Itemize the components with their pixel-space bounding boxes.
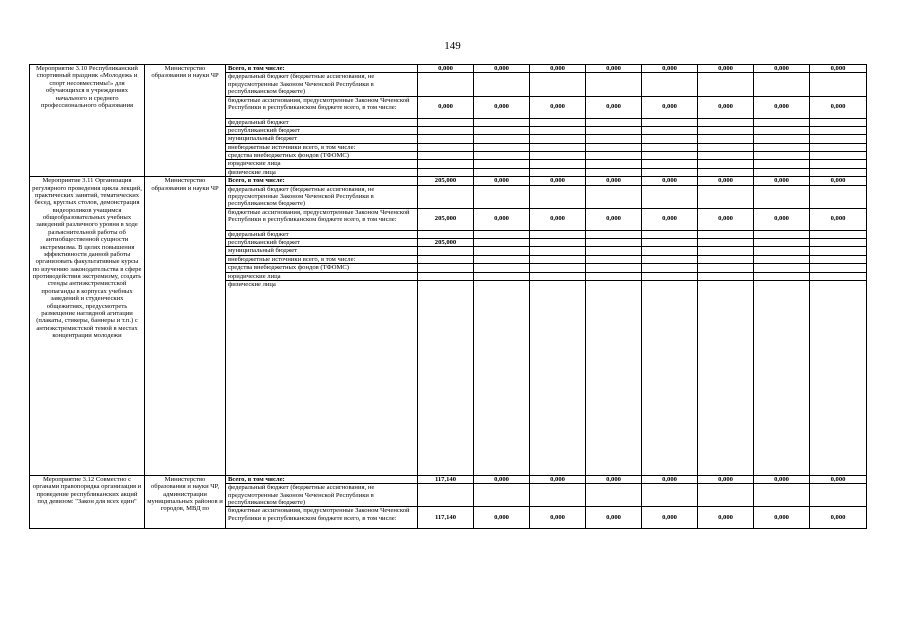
amount-cell: 0,000 <box>698 475 754 483</box>
amount-cell <box>698 160 754 168</box>
amount-cell <box>418 118 474 126</box>
funding-source-cell: бюджетные ассигнования, предусмотренные Законом Чеченской Республики в республиканском бюджете всего, в том числе: <box>226 96 418 118</box>
amount-cell <box>642 168 698 176</box>
amount-cell <box>754 272 810 280</box>
amount-cell <box>754 135 810 143</box>
amount-cell <box>586 168 642 176</box>
funding-source-cell: Всего, в том числе: <box>226 475 418 483</box>
amount-cell: 0,000 <box>698 208 754 230</box>
amount-cell <box>810 135 867 143</box>
amount-cell <box>586 152 642 160</box>
amount-cell <box>642 185 698 208</box>
executor-cell: Министерство образования и науки ЧР, администрации муниципальных районов и городов, МВД по <box>145 475 226 529</box>
funding-source-cell: внебюджетные источники всего, в том числе: <box>226 143 418 151</box>
amount-cell <box>474 230 530 238</box>
amount-cell <box>418 160 474 168</box>
amount-cell <box>474 239 530 247</box>
amount-cell: 0,000 <box>754 96 810 118</box>
amount-cell: 0,000 <box>642 208 698 230</box>
amount-cell: 0,000 <box>810 177 867 185</box>
amount-cell <box>530 152 586 160</box>
amount-cell <box>698 168 754 176</box>
amount-cell <box>474 160 530 168</box>
amount-cell: 0,000 <box>530 475 586 483</box>
amount-cell <box>642 126 698 134</box>
amount-cell <box>474 126 530 134</box>
amount-cell <box>698 126 754 134</box>
amount-cell <box>754 168 810 176</box>
amount-cell <box>474 168 530 176</box>
amount-cell <box>586 126 642 134</box>
amount-cell <box>642 135 698 143</box>
amount-cell: 0,000 <box>642 507 698 529</box>
amount-cell <box>474 135 530 143</box>
amount-cell: 0,000 <box>586 65 642 73</box>
amount-cell <box>698 239 754 247</box>
amount-cell <box>810 185 867 208</box>
amount-cell <box>754 264 810 272</box>
amount-cell: 0,000 <box>810 96 867 118</box>
amount-cell <box>642 247 698 255</box>
amount-cell <box>530 272 586 280</box>
amount-cell: 117,140 <box>418 507 474 529</box>
amount-cell <box>642 280 698 475</box>
amount-cell: 0,000 <box>586 96 642 118</box>
executor-cell: Министерство образования и науки ЧР <box>145 65 226 177</box>
amount-cell: 0,000 <box>642 177 698 185</box>
amount-cell <box>810 272 867 280</box>
amount-cell: 0,000 <box>754 475 810 483</box>
amount-cell <box>642 484 698 507</box>
amount-cell <box>474 280 530 475</box>
amount-cell: 0,000 <box>474 475 530 483</box>
amount-cell <box>698 185 754 208</box>
amount-cell: 0,000 <box>586 507 642 529</box>
amount-cell <box>754 126 810 134</box>
amount-cell <box>754 143 810 151</box>
amount-cell <box>642 118 698 126</box>
funding-source-cell: республиканский бюджет <box>226 239 418 247</box>
amount-cell: 0,000 <box>642 475 698 483</box>
amount-cell <box>754 280 810 475</box>
amount-cell: 205,000 <box>418 177 474 185</box>
amount-cell <box>530 143 586 151</box>
funding-source-cell: средства внебюджетных фондов (ТФОМС) <box>226 264 418 272</box>
amount-cell <box>586 239 642 247</box>
amount-cell: 205,000 <box>418 208 474 230</box>
amount-cell: 0,000 <box>474 208 530 230</box>
amount-cell <box>810 264 867 272</box>
activity-cell: Мероприятие 3.12 Совместно с органами правопорядка организация и проведение республиканских акций под девизом: "Закон для всех един" <box>30 475 145 529</box>
amount-cell <box>586 118 642 126</box>
amount-cell <box>530 160 586 168</box>
amount-cell <box>586 160 642 168</box>
amount-cell <box>586 280 642 475</box>
amount-cell <box>530 230 586 238</box>
amount-cell <box>418 264 474 272</box>
budget-table <box>29 64 867 529</box>
amount-cell <box>586 255 642 263</box>
amount-cell <box>810 160 867 168</box>
amount-cell <box>810 143 867 151</box>
amount-cell <box>698 143 754 151</box>
amount-cell <box>418 135 474 143</box>
amount-cell <box>698 135 754 143</box>
amount-cell <box>810 255 867 263</box>
amount-cell <box>530 484 586 507</box>
amount-cell <box>530 280 586 475</box>
amount-cell <box>474 143 530 151</box>
funding-source-cell: физические лица <box>226 280 418 475</box>
funding-source-cell: бюджетные ассигнования, предусмотренные Законом Чеченской Республики в республиканском бюджете всего, в том числе: <box>226 208 418 230</box>
funding-source-cell: юридические лица <box>226 160 418 168</box>
amount-cell <box>698 272 754 280</box>
amount-cell: 0,000 <box>698 177 754 185</box>
amount-cell: 0,000 <box>754 177 810 185</box>
amount-cell: 0,000 <box>754 208 810 230</box>
amount-cell <box>698 247 754 255</box>
amount-cell: 0,000 <box>530 208 586 230</box>
amount-cell <box>418 185 474 208</box>
amount-cell: 0,000 <box>474 96 530 118</box>
table-row <box>30 65 867 73</box>
amount-cell <box>642 152 698 160</box>
amount-cell <box>810 118 867 126</box>
amount-cell <box>418 152 474 160</box>
amount-cell <box>474 484 530 507</box>
amount-cell <box>754 185 810 208</box>
amount-cell <box>474 152 530 160</box>
amount-cell <box>754 152 810 160</box>
amount-cell <box>586 484 642 507</box>
amount-cell <box>810 247 867 255</box>
amount-cell <box>418 73 474 96</box>
table-row <box>30 177 867 185</box>
amount-cell <box>642 272 698 280</box>
funding-source-cell: Всего, в том числе: <box>226 65 418 73</box>
amount-cell: 0,000 <box>530 507 586 529</box>
amount-cell <box>698 255 754 263</box>
funding-source-cell: муниципальный бюджет <box>226 135 418 143</box>
funding-source-cell: юридические лица <box>226 272 418 280</box>
amount-cell: 0,000 <box>418 96 474 118</box>
amount-cell <box>418 126 474 134</box>
amount-cell <box>586 135 642 143</box>
amount-cell <box>530 168 586 176</box>
funding-source-cell: федеральный бюджет <box>226 230 418 238</box>
funding-source-cell: бюджетные ассигнования, предусмотренные Законом Чеченской Республики в республиканском бюджете всего, в том числе: <box>226 507 418 529</box>
amount-cell <box>754 239 810 247</box>
amount-cell <box>642 73 698 96</box>
amount-cell <box>810 126 867 134</box>
amount-cell: 0,000 <box>810 208 867 230</box>
amount-cell <box>810 484 867 507</box>
page-number: 149 <box>444 40 461 52</box>
amount-cell <box>642 255 698 263</box>
amount-cell <box>642 160 698 168</box>
amount-cell <box>418 484 474 507</box>
amount-cell <box>418 143 474 151</box>
amount-cell: 0,000 <box>474 177 530 185</box>
amount-cell <box>698 230 754 238</box>
amount-cell <box>418 168 474 176</box>
amount-cell: 0,000 <box>698 65 754 73</box>
amount-cell: 0,000 <box>698 96 754 118</box>
amount-cell <box>586 230 642 238</box>
amount-cell <box>810 73 867 96</box>
amount-cell <box>418 272 474 280</box>
amount-cell <box>698 152 754 160</box>
amount-cell <box>642 143 698 151</box>
amount-cell: 0,000 <box>642 96 698 118</box>
amount-cell <box>698 280 754 475</box>
amount-cell <box>418 255 474 263</box>
amount-cell <box>810 280 867 475</box>
amount-cell <box>810 152 867 160</box>
amount-cell <box>418 230 474 238</box>
amount-cell <box>474 255 530 263</box>
amount-cell: 0,000 <box>586 208 642 230</box>
funding-source-cell: муниципальный бюджет <box>226 247 418 255</box>
activity-cell: Мероприятие 3.10 Республиканский спортивный праздник «Молодежь и спорт несовместимы!» для обучающихся в учреждениях начального и среднего профессионального образования <box>30 65 145 177</box>
amount-cell <box>586 272 642 280</box>
amount-cell <box>530 135 586 143</box>
amount-cell <box>754 73 810 96</box>
funding-source-cell: федеральный бюджет <box>226 118 418 126</box>
amount-cell <box>474 73 530 96</box>
amount-cell <box>474 264 530 272</box>
amount-cell <box>698 118 754 126</box>
amount-cell <box>474 247 530 255</box>
amount-cell <box>418 280 474 475</box>
amount-cell <box>754 118 810 126</box>
funding-source-cell: средства внебюджетных фондов (ТФОМС) <box>226 152 418 160</box>
amount-cell: 0,000 <box>586 475 642 483</box>
funding-source-cell: федеральный бюджет (бюджетные ассигнования, не предусмотренные Законом Чеченской Республики в республиканском бюджете) <box>226 185 418 208</box>
amount-cell <box>810 239 867 247</box>
amount-cell: 0,000 <box>754 65 810 73</box>
amount-cell: 0,000 <box>698 507 754 529</box>
amount-cell: 0,000 <box>530 177 586 185</box>
amount-cell <box>586 264 642 272</box>
amount-cell <box>642 264 698 272</box>
amount-cell: 0,000 <box>586 177 642 185</box>
amount-cell: 0,000 <box>642 65 698 73</box>
amount-cell: 205,000 <box>418 239 474 247</box>
funding-source-cell: внебюджетные источники всего, в том числе: <box>226 255 418 263</box>
funding-source-cell: физические лица <box>226 168 418 176</box>
amount-cell <box>642 230 698 238</box>
amount-cell: 0,000 <box>810 507 867 529</box>
amount-cell <box>530 73 586 96</box>
amount-cell: 0,000 <box>474 65 530 73</box>
amount-cell: 0,000 <box>418 65 474 73</box>
funding-source-cell: Всего, в том числе: <box>226 177 418 185</box>
amount-cell <box>530 264 586 272</box>
amount-cell <box>810 168 867 176</box>
amount-cell <box>474 185 530 208</box>
amount-cell <box>530 247 586 255</box>
funding-source-cell: федеральный бюджет (бюджетные ассигнования, не предусмотренные Законом Чеченской Республики в республиканском бюджете) <box>226 484 418 507</box>
amount-cell: 0,000 <box>754 507 810 529</box>
amount-cell <box>530 255 586 263</box>
funding-source-cell: федеральный бюджет (бюджетные ассигнования, не предусмотренные Законом Чеченской Республики в республиканском бюджете) <box>226 73 418 96</box>
funding-source-cell: республиканский бюджет <box>226 126 418 134</box>
amount-cell <box>698 73 754 96</box>
amount-cell <box>754 230 810 238</box>
amount-cell <box>418 247 474 255</box>
amount-cell: 0,000 <box>474 507 530 529</box>
amount-cell: 0,000 <box>530 65 586 73</box>
amount-cell <box>754 247 810 255</box>
amount-cell: 0,000 <box>810 475 867 483</box>
amount-cell <box>586 73 642 96</box>
amount-cell: 0,000 <box>530 96 586 118</box>
amount-cell <box>754 484 810 507</box>
amount-cell <box>474 118 530 126</box>
amount-cell <box>754 255 810 263</box>
amount-cell <box>698 264 754 272</box>
amount-cell: 117,140 <box>418 475 474 483</box>
amount-cell <box>530 185 586 208</box>
amount-cell <box>642 239 698 247</box>
executor-cell: Министерство образования и науки ЧР <box>145 177 226 476</box>
amount-cell <box>810 230 867 238</box>
amount-cell <box>474 272 530 280</box>
amount-cell <box>530 239 586 247</box>
amount-cell <box>530 126 586 134</box>
activity-cell: Мероприятие 3.11 Организация регулярного проведения цикла лекций, практических занятий, тематических бесед, круглых столов, демонстрация видеороликов учащимся общеобразовательных учебных заведений различного уровня в ходе разъяснительной работы об антиобщественной сущности экстремизма. В целях повышения эффективности данной работы организовать факультативные курсы по изучению законодательства в сфере противодействия экстремизму, создать стенды антиэкстремистской пропаганды в корпусах учебных заведений и студенческих общежитиях, предусмотреть размещение наглядной агитации (плакаты, стикеры, баннеры и т.п.) с антиэкстремистской темой в местах концентрации молодежи <box>30 177 145 476</box>
amount-cell <box>698 484 754 507</box>
amount-cell <box>586 185 642 208</box>
amount-cell <box>754 160 810 168</box>
amount-cell <box>530 118 586 126</box>
amount-cell: 0,000 <box>810 65 867 73</box>
table-row <box>30 475 867 483</box>
amount-cell <box>586 247 642 255</box>
amount-cell <box>586 143 642 151</box>
